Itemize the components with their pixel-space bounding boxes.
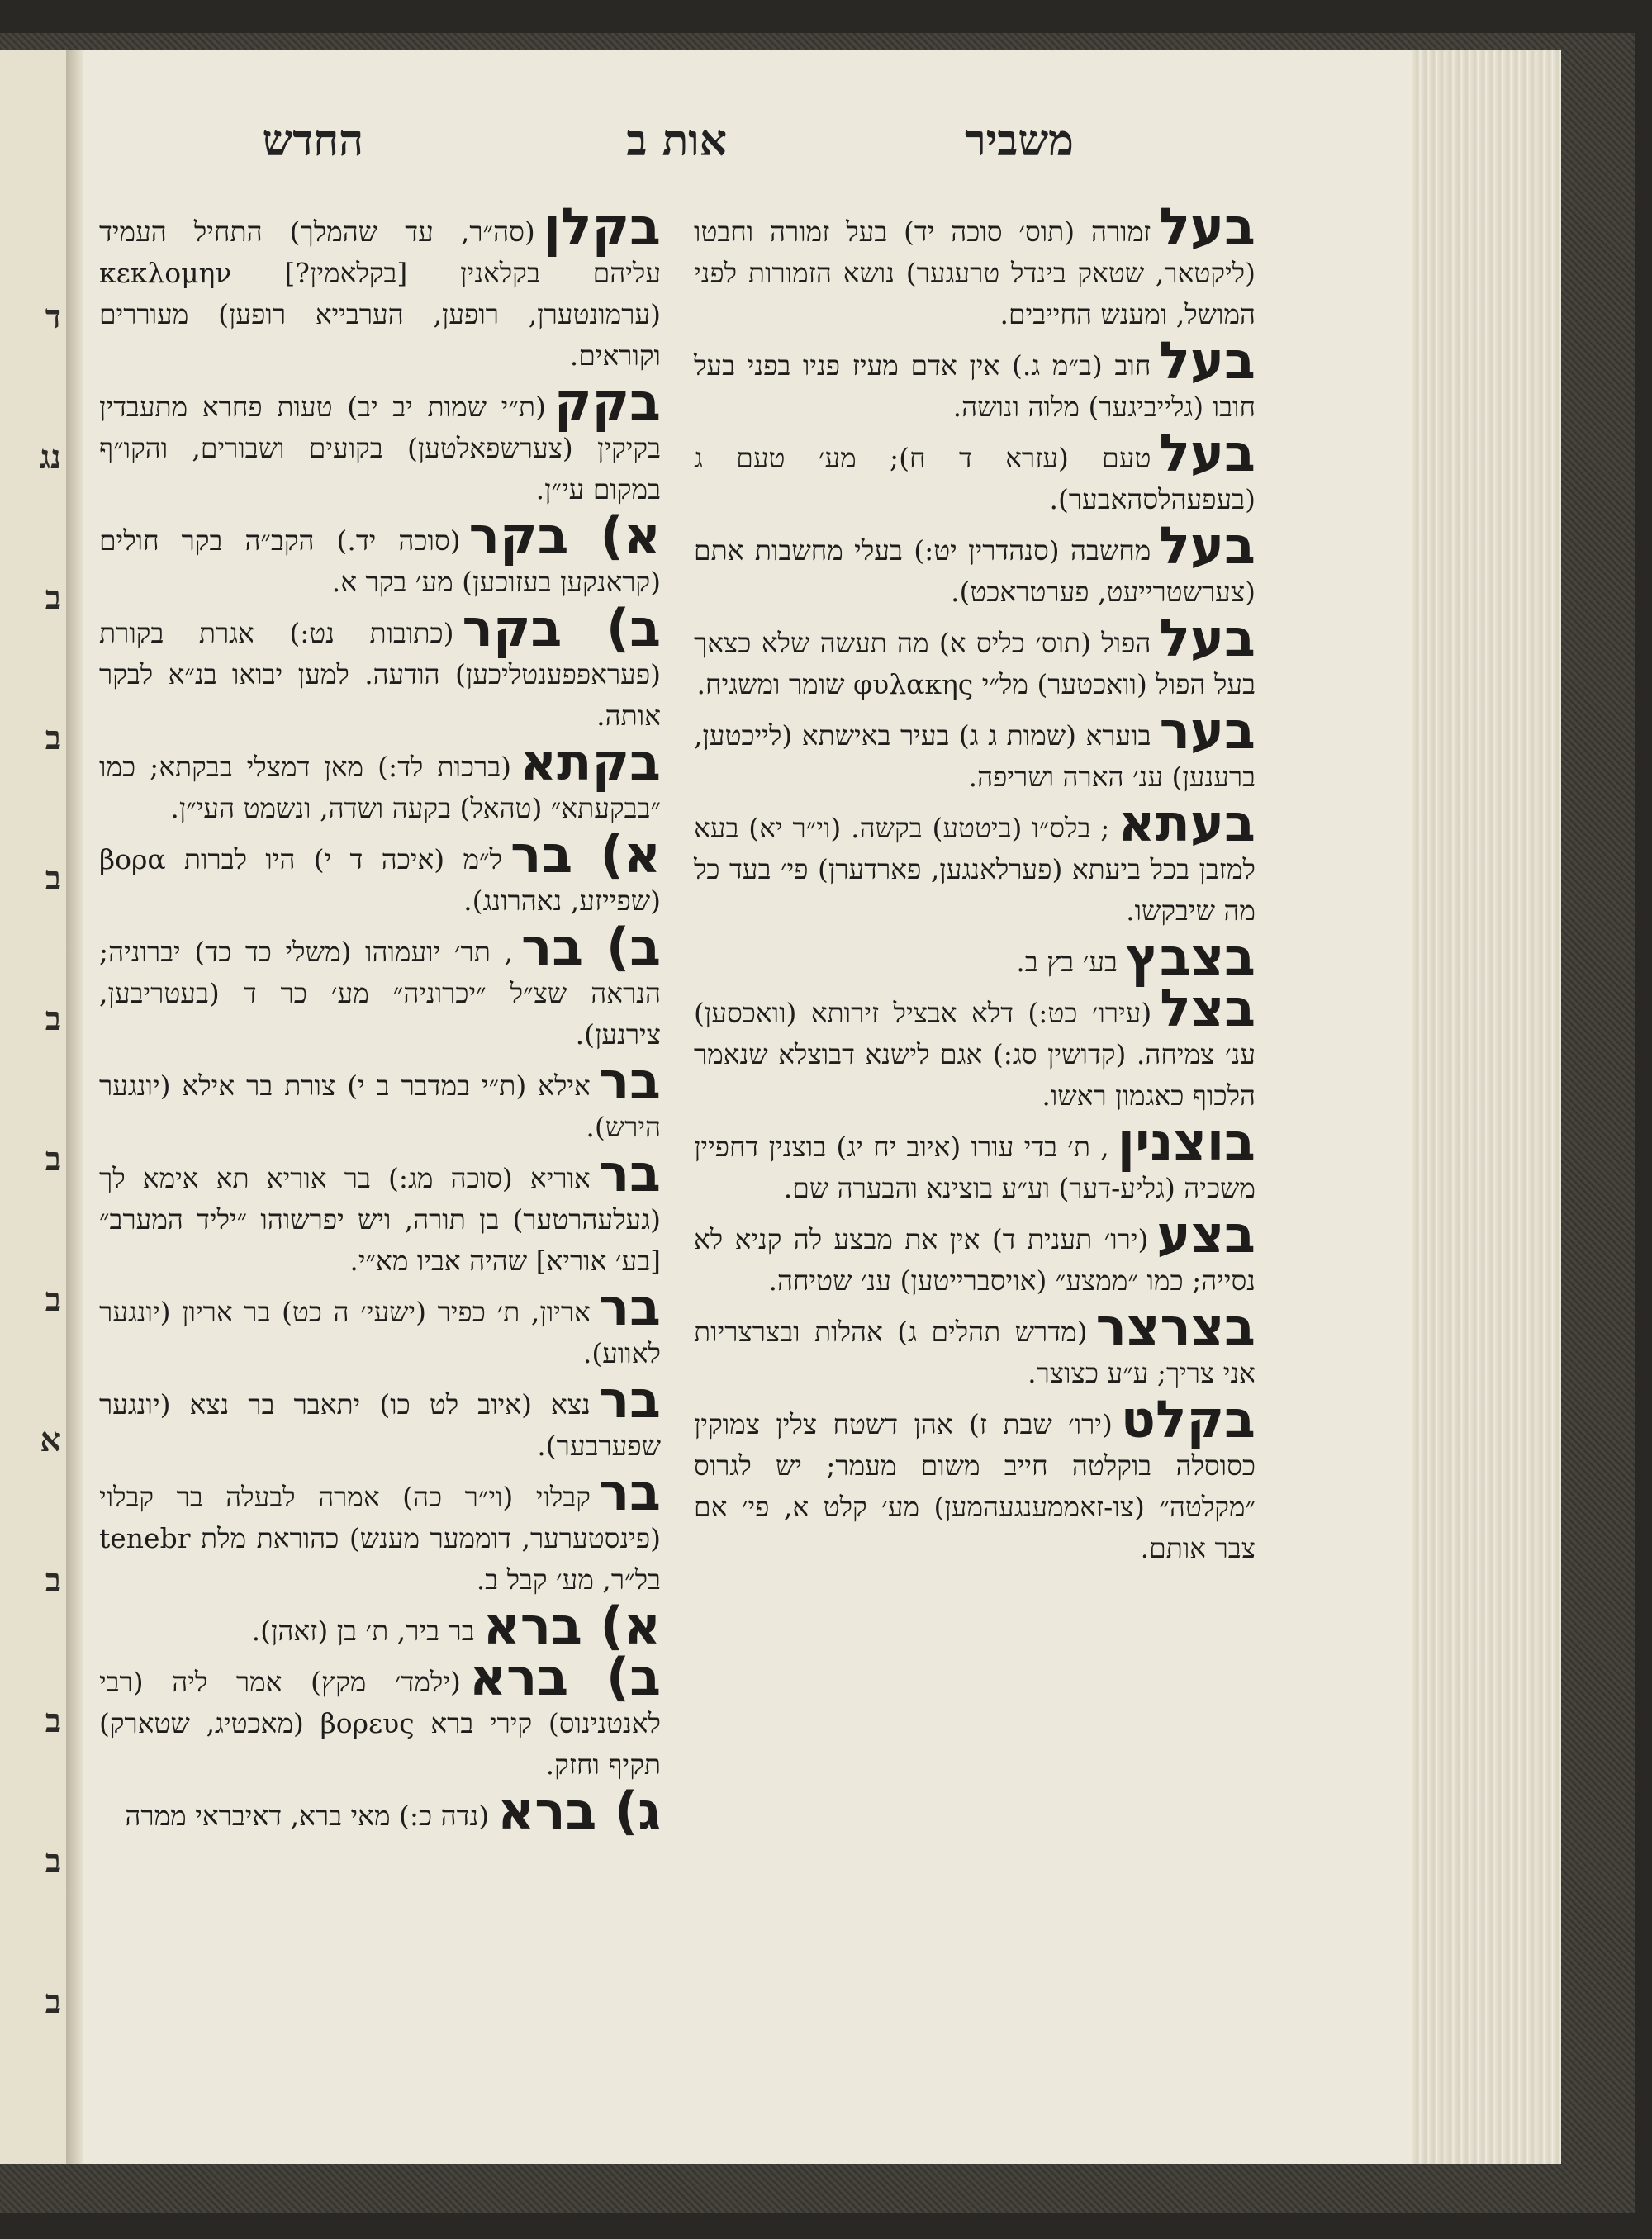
dictionary-entry (99, 1051, 661, 1148)
dictionary-entry (99, 824, 662, 922)
facing-page-glyph: ב (45, 1140, 61, 1179)
dictionary-entry (99, 732, 661, 829)
entry-headword: בצבץ (1125, 927, 1256, 987)
facing-page-glyph: נג (39, 438, 61, 477)
dictionary-entry (694, 1204, 1256, 1302)
dictionary-entry (694, 515, 1256, 613)
dictionary-entry (99, 598, 662, 737)
entry-headword: בקתא (520, 732, 661, 792)
facing-page-glyph: ב (45, 1842, 61, 1881)
dictionary-entry (99, 372, 661, 510)
entry-definition: (ירו׳ תענית ד) אין את מבצע לה קניא לא נסייה; כמו ״ממצע״ (אויסברייטען) ענ׳ שטיחה. (694, 1223, 1256, 1297)
entry-headword: בקלן (543, 197, 661, 257)
entry-definition: חוב (ב״מ ג.) אין אדם מעיז פניו בפני בעל חובו (גלייביגער) מלוה ונושה. (694, 349, 1256, 423)
dictionary-entry (694, 423, 1256, 520)
dictionary-entry (99, 1647, 661, 1786)
dictionary-entry (694, 197, 1256, 335)
facing-page-glyph: ב (45, 719, 61, 757)
entry-headword: בוצנין (1117, 1112, 1256, 1172)
running-header (248, 116, 1074, 182)
entry-definition: (נדה כ:) מאי ברא, דאיבראי ממרה (125, 1800, 490, 1832)
entry-definition: אריון, ת׳ כפיר (ישעי׳ ה כט) בר אריון (יונגער לאווע). (99, 1296, 661, 1369)
dictionary-entry (99, 1277, 661, 1374)
entry-headword: א) בקר (468, 505, 661, 566)
entry-headword: בר (598, 1277, 661, 1337)
dictionary-entry (694, 793, 1256, 932)
dictionary-entry (694, 1389, 1256, 1569)
entry-definition: (ת״י שמות יב יב) טעות פחרא מתעבדין בקיקין (צערשפאלטען) בקועים ושבורים, והקו״ף במקום עי״ן. (99, 391, 661, 505)
facing-page-glyph: ב (45, 859, 61, 898)
header-center: אות ב (626, 116, 727, 166)
dictionary-entry (694, 330, 1256, 428)
entry-headword: בעל (1159, 423, 1256, 483)
dictionary-entry (99, 505, 661, 603)
facing-page-glyph: ב (45, 1561, 61, 1600)
dictionary-entry (694, 1112, 1256, 1209)
entry-headword: ג) ברא (497, 1781, 661, 1841)
entry-headword: בעל (1159, 515, 1256, 576)
entry-headword: ב) בקר (462, 598, 662, 658)
dictionary-entry (694, 927, 1256, 987)
dictionary-entry (694, 700, 1256, 798)
facing-page-glyph: ד (45, 297, 61, 336)
entry-definition: (כתובות נט:) אגרת בקורת (פעראפפענטליכען) הודעה. למען יבואו בנ״א לבקר אותה. (99, 617, 661, 732)
entry-definition: (ילמד׳ מקץ) אמר ליה (רבי לאנטנינוס) קירי ברא βορευς (מאכטיג, שטארק) תקיף וחזק. (99, 1666, 661, 1781)
entry-definition: , ת׳ בדי עורו (איוב יח יג) בוצנין דחפיין משכיה (גליע-דער) וע״ע בוצינא והבערה שם. (694, 1131, 1256, 1204)
entry-definition: (סוכה יד.) הקב״ה בקר חולים (קראנקען בעזוכען) מע׳ בקר א. (99, 524, 661, 598)
entry-definition: קבלוי (וי״ר כה) אמרה לבעלה בר קבלוי (פינסטערער, דוממער מענש) כהוראת מלת tenebr בל״ר, מע׳ קבל ב. (99, 1481, 661, 1596)
dictionary-entry (99, 1462, 661, 1601)
entry-definition: מחשבה (סנהדרין יט:) בעלי מחשבות אתם (צערשטרייעט, פערטראכט). (694, 534, 1256, 608)
entry-definition: (ברכות לד:) מאן דמצלי בבקתא; כמו ״בבקעתא״ (טהאל) בקעה ושדה, ונשמט העי״ן. (99, 751, 661, 824)
entry-definition: זמורה (תוס׳ סוכה יד) בעל זמורה וחבטו (ליקטאר, שטאק בינדל טרעגער) נושא הזמורות לפני המושל, ומענש החייבים. (694, 216, 1256, 330)
entry-definition: הפול (תוס׳ כליס א) מה תעשה שלא כצאך בעל הפול (וואכטער) מל״י φυλακης שומר ומשגיח. (694, 627, 1256, 700)
facing-page-glyph: ב (45, 1982, 61, 2021)
entry-definition: נצא (איוב לט כו) יתאבר בר נצא (יונגער שפערבער). (99, 1388, 661, 1462)
header-left: החדש (262, 116, 363, 166)
entry-headword: א) בר (510, 824, 662, 885)
entry-headword: בער (1159, 700, 1256, 761)
facing-page-glyph: ב (45, 578, 61, 617)
entry-definition: ; בלס״ו (ביטטע) בקשה. (וי״ר יא) בעא למזבן בכל ביעתא (פערלאנגען, פארדערן) פי׳ בעד כל מה שיבקשו. (694, 812, 1256, 927)
facing-page-glyph: ב (45, 999, 61, 1038)
entry-definition: בר ביר, ת׳ בן (זאהן). (251, 1615, 475, 1647)
header-right: משביר (965, 116, 1074, 166)
entry-headword: בקלט (1120, 1389, 1256, 1449)
entry-headword: בר (598, 1143, 661, 1203)
entry-headword: בעתא (1118, 793, 1256, 853)
entry-definition: (עירו׳ כט:) דלא אבציל זירותא (וואכסען) ענ׳ צמיחה. (קדושין סג:) אגם לישנא דבוצלא שנאמר הלכוף כאגמון ראשו. (694, 997, 1256, 1112)
facing-page-glyph: ב (45, 1280, 61, 1319)
entry-headword: בר (598, 1051, 661, 1111)
entry-headword: בצע (1156, 1204, 1256, 1264)
entry-headword: בעל (1159, 608, 1256, 668)
entry-definition: בע׳ בץ ב. (1016, 946, 1118, 978)
entry-headword: בעל (1159, 330, 1256, 391)
entry-headword: ב) ברא (468, 1647, 661, 1707)
entry-definition: אילא (ת״י במדבר ב י) צורת בר אילא (יונגער הירש). (99, 1070, 661, 1143)
left-column (99, 197, 662, 1842)
facing-page-glyph: ב (45, 1701, 61, 1740)
dictionary-entry (99, 1596, 661, 1656)
dictionary-entry (694, 608, 1256, 705)
page-stack-edge (1412, 50, 1561, 2164)
entry-headword: ב) בר (520, 917, 662, 977)
entry-definition: (מדרש תהלים ג) אהלות ובצרצריות אני צריך; ע״ע כצוצר. (694, 1316, 1256, 1389)
facing-page-edge (0, 50, 66, 2164)
facing-page-glyph: א (40, 1421, 61, 1459)
entry-definition: טעם (עזרא ד ח); מע׳ טעם ג (בעפעהלסהאבער). (694, 442, 1256, 515)
entry-headword: בצרצר (1095, 1297, 1256, 1357)
entry-definition: בוערא (שמות ג ג) בעיר באישתא (לייכטען, ברענען) ענ׳ הארה ושריפה. (694, 719, 1256, 793)
entry-definition: אוריא (סוכה מג:) בר אוריא תא אימא לך (געלעהרטער) בן תורה, ויש יפרשוהו ״יליד המערב״ [בע׳ אוריא] שהיה אביו מא״י. (99, 1162, 661, 1277)
entry-headword: בצל (1160, 978, 1256, 1038)
entry-headword: בר (598, 1462, 661, 1522)
dictionary-entry (99, 197, 661, 377)
entry-definition: (ירו׳ שבת ז) אהן דשטח צלין צמוקין כסוסלה בוקלטה חייב משום מעמר; יש לגרוס ״מקלטה״ (צו-זאממענגעהמען) מע׳ קלט א, פי׳ אם צבר אותם. (694, 1408, 1256, 1564)
book-gutter (66, 50, 84, 2164)
dictionary-entry (99, 917, 662, 1055)
entry-headword: בר (598, 1369, 661, 1430)
entry-definition: , תר׳ יועמוהו (משלי כד כד) יברוניה; הנראה שצ״ל ״יכרוניה״ מע׳ כר ד (בעטריבען, צירנען). (99, 936, 661, 1051)
dictionary-entry (99, 1781, 661, 1841)
dictionary-entry (694, 1297, 1256, 1394)
dictionary-entry (694, 978, 1256, 1117)
dictionary-entry (99, 1369, 661, 1467)
entry-definition: (סה״ר, עד שהמלך) התחיל העמיד עליהם בקלאנין [בקלאמין?] κεκλομην (ערמונטערן, רופען, הערבייא רופען) מעוררים וקוראים. (99, 216, 661, 372)
right-column (694, 197, 1256, 1574)
entry-headword: א) ברא (482, 1596, 661, 1656)
entry-headword: בקק (553, 372, 661, 432)
entry-headword: בעל (1159, 197, 1256, 257)
entry-definition: ל״מ (איכה ד י) היו לברות βορα (שפייזע, נאהרונג). (99, 843, 661, 917)
dictionary-entry (99, 1143, 661, 1282)
